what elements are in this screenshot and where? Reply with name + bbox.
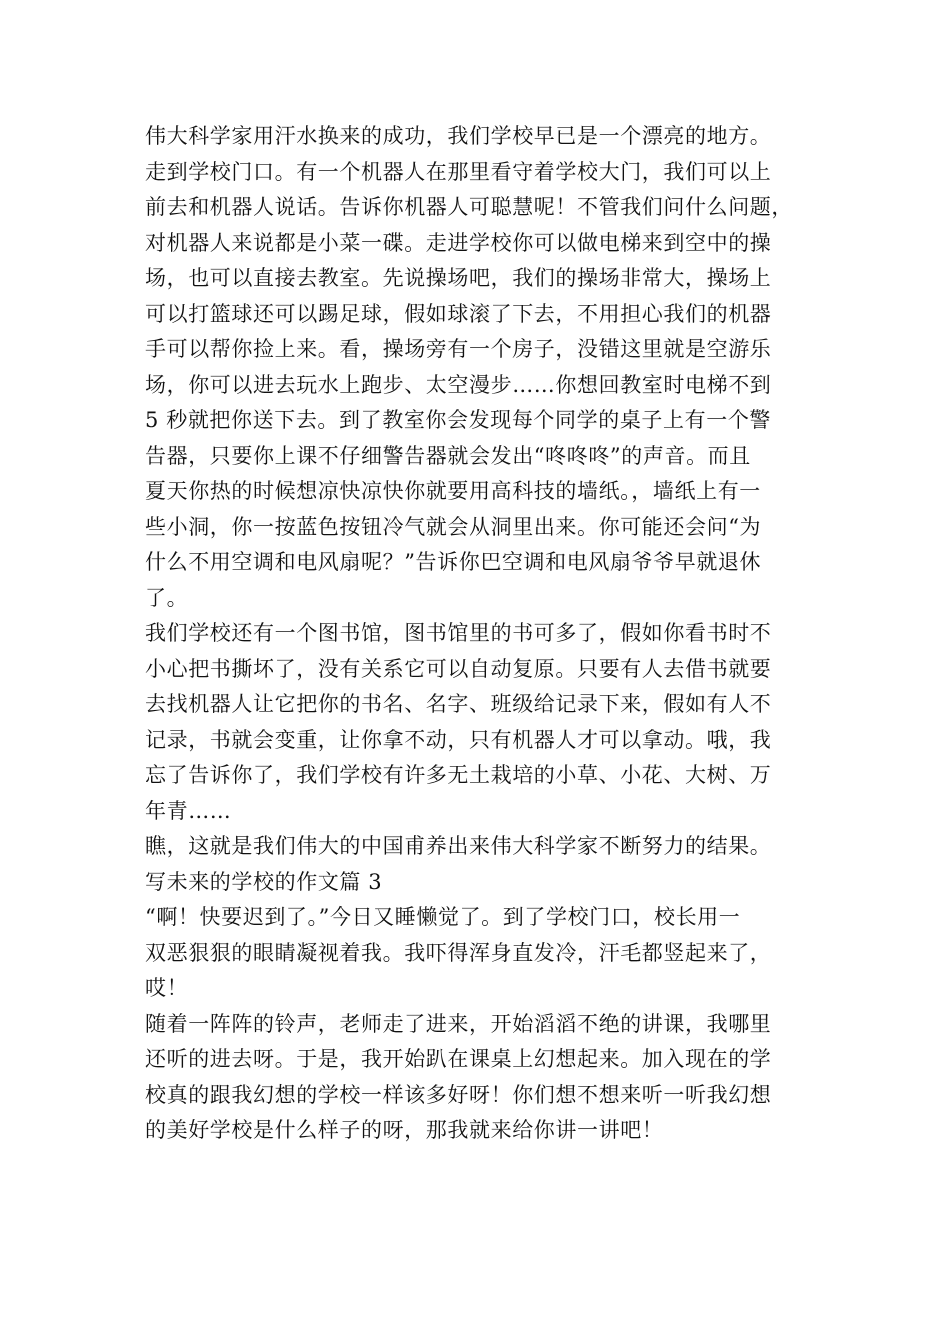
text-line: 瞧，这就是我们伟大的中国甫养出来伟大科学家不断努力的结果。	[145, 834, 772, 858]
text-line: 双恶狠狠的眼睛凝视着我。我吓得浑身直发冷，汗毛都竖起来了，	[145, 941, 772, 965]
text-line: 场，也可以直接去教室。先说操场吧，我们的操场非常大，操场上	[145, 266, 772, 290]
text-line: 对机器人来说都是小菜一碟。走进学校你可以做电梯来到空中的操	[145, 231, 772, 255]
text-line: 什么不用空调和电风扇呢？”告诉你巴空调和电风扇爷爷早就退休	[145, 550, 762, 574]
text-line: 可以打篮球还可以踢足球，假如球滚了下去，不用担心我们的机器	[145, 302, 772, 326]
text-line: “啊！快要迟到了。”今日又睡懒觉了。到了学校门口，校长用一	[145, 905, 741, 929]
text-line: 的美好学校是什么样子的呀，那我就来给你讲一讲吧！	[145, 1118, 664, 1142]
text-line: 5 秒就把你送下去。到了教室你会发现每个同学的桌子上有一个警	[145, 408, 772, 432]
text-line: 随着一阵阵的铃声，老师走了进来，开始滔滔不绝的讲课，我哪里	[145, 1012, 772, 1036]
text-line: 些小洞，你一按蓝色按钮冷气就会从洞里出来。你可能还会问“为	[145, 515, 762, 539]
text-line: 还听的进去呀。于是，我开始趴在课桌上幻想起来。加入现在的学	[145, 1047, 772, 1071]
text-line: 场，你可以进去玩水上跑步、太空漫步……你想回教室时电梯不到	[145, 373, 772, 397]
text-line: 伟大科学家用汗水换来的成功，我们学校早已是一个漂亮的地方。	[145, 124, 772, 148]
text-line: 夏天你热的时候想凉快凉快你就要用高科技的墙纸。，墙纸上有一	[145, 479, 761, 503]
text-line: 手可以帮你捡上来。看，操场旁有一个房子，没错这里就是空游乐	[145, 337, 772, 361]
text-line: 了。	[145, 586, 189, 610]
text-line: 小心把书撕坏了，没有关系它可以自动复原。只要有人去借书就要	[145, 657, 772, 681]
text-line: 告器，只要你上课不仔细警告器就会发出“咚咚咚”的声音。而且	[145, 444, 751, 468]
text-line: 校真的跟我幻想的学校一样该多好呀！你们想不想来听一听我幻想	[145, 1083, 772, 1107]
text-line: 哎！	[145, 976, 189, 1000]
text-line: 年青……	[145, 799, 232, 823]
text-line: 记录，书就会变重，让你拿不动，只有机器人才可以拿动。哦，我	[145, 728, 772, 752]
text-line: 我们学校还有一个图书馆，图书馆里的书可多了，假如你看书时不	[145, 621, 772, 645]
text-line: 前去和机器人说话。告诉你机器人可聪慧呢！不管我们问什么问题，	[145, 195, 793, 219]
text-line: 忘了告诉你了，我们学校有许多无土栽培的小草、小花、大树、万	[145, 763, 772, 787]
text-line: 走到学校门口。有一个机器人在那里看守着学校大门，我们可以上	[145, 160, 772, 184]
section-heading: 写未来的学校的作文篇 3	[145, 870, 383, 894]
text-line: 去找机器人让它把你的书名、名字、班级给记录下来，假如有人不	[145, 692, 772, 716]
